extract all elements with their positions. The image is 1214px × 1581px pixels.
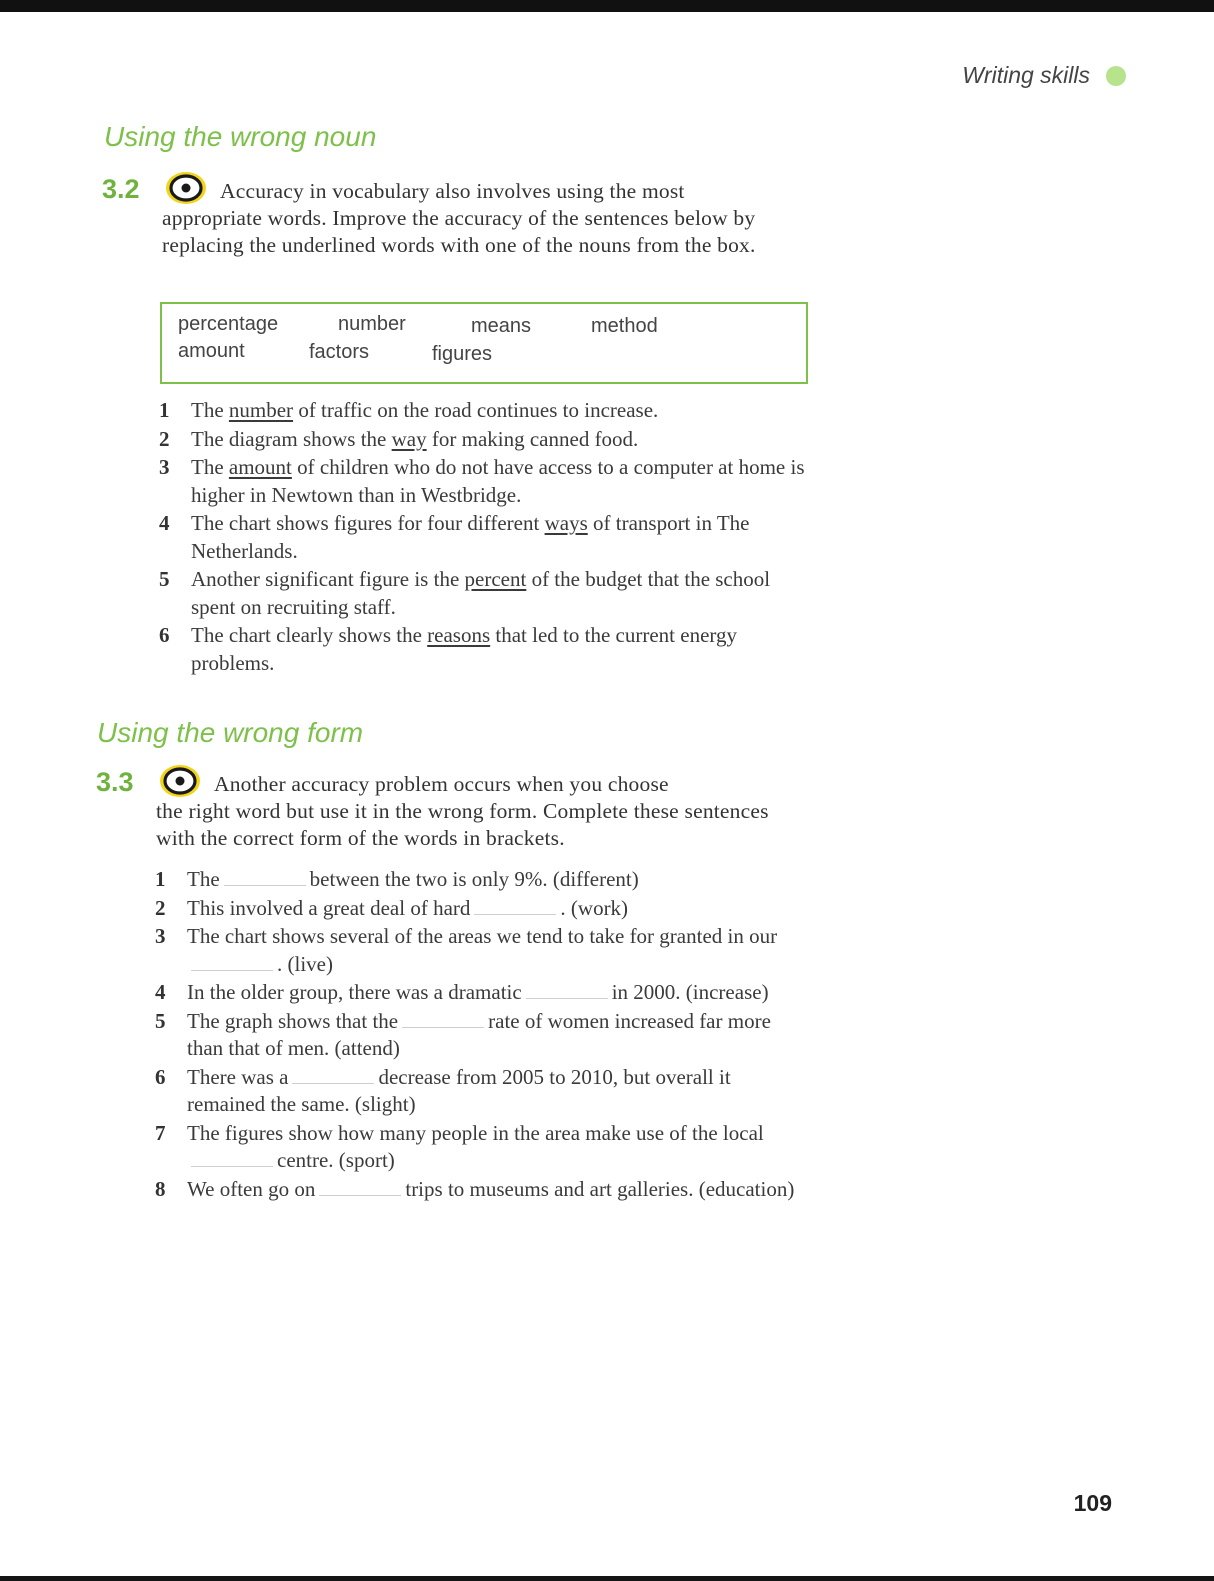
list-item [155, 923, 810, 978]
item-text: for making canned food. [426, 426, 639, 451]
word-box-item: figures [432, 343, 493, 365]
item-text: The figures show how many people in the area make use of the local [187, 1120, 764, 1145]
word-box-item: amount [178, 340, 245, 362]
section-heading-wrong-noun: Using the wrong noun [104, 121, 377, 152]
item-number: 1 [159, 398, 170, 422]
item-text: of children who do not have access to a computer at home is higher in Newtown than in Westbridge. [191, 455, 805, 507]
item-text: decrease from 2005 to 2010, but overall it remained the same. (slight) [187, 1064, 731, 1116]
list-item [159, 622, 809, 677]
item-text: Another significant figure is the [191, 567, 465, 591]
item-text: in 2000. (increase) [611, 980, 769, 1004]
item-number: 2 [159, 426, 170, 451]
instructions-first-line: Accuracy in vocabulary also involves using the most [220, 179, 685, 203]
running-head [962, 62, 1126, 89]
item-text: The diagram shows the [191, 426, 392, 451]
underlined-word: percent [464, 567, 527, 591]
list-item [159, 426, 809, 454]
item-number: 6 [155, 1064, 166, 1089]
item-text: The [191, 455, 229, 479]
underlined-word: number [228, 398, 294, 422]
top-edge-bar [0, 0, 1214, 12]
exercise-3-3 [96, 767, 806, 852]
word-box [160, 302, 808, 384]
instructions-first-line: Another accuracy problem occurs when you choose [214, 772, 669, 796]
word-box-item: factors [309, 341, 370, 363]
item-number: 8 [155, 1176, 166, 1201]
page-number: 109 [1073, 1490, 1112, 1516]
answer-blank[interactable] [474, 896, 556, 915]
instructions-rest: the right word but use it in the wrong form. Complete these sentences with the correct form of the words in brackets. [156, 799, 769, 850]
item-number: 3 [159, 455, 170, 479]
list-item [155, 895, 810, 923]
word-box-item: number [338, 313, 406, 335]
item-text: We often go on [187, 1176, 316, 1201]
item-text: The chart shows figures for four different [191, 511, 545, 535]
item-text: The graph shows that the [187, 1008, 399, 1033]
item-number: 5 [159, 567, 170, 591]
list-item [159, 454, 809, 509]
exercise-instructions [96, 771, 806, 852]
underlined-word: ways [544, 511, 588, 535]
green-dot-icon [1106, 66, 1126, 86]
item-number: 7 [155, 1120, 166, 1145]
item-text: . (live) [277, 951, 333, 976]
eye-icon [164, 170, 208, 206]
answer-blank[interactable] [191, 952, 273, 971]
underlined-word: amount [228, 455, 292, 479]
eye-icon [158, 763, 202, 799]
section-heading-wrong-form: Using the wrong form [97, 717, 364, 748]
word-box-item: percentage [178, 313, 279, 335]
item-number: 3 [155, 924, 166, 948]
item-text: In the older group, there was a dramatic [187, 980, 522, 1004]
item-number: 1 [155, 867, 166, 891]
item-number: 4 [155, 980, 166, 1004]
item-text: The [187, 867, 220, 891]
item-text: trips to museums and art galleries. (education) [405, 1176, 795, 1201]
instructions-rest: appropriate words. Improve the accuracy of the sentences below by replacing the underlined words with one of the nouns from the box. [162, 206, 756, 257]
exercise-instructions [102, 178, 812, 259]
answer-blank[interactable] [224, 867, 306, 886]
exercise-3-3-items [155, 866, 810, 1203]
word-box-item: method [591, 315, 658, 337]
item-text: centre. (sport) [277, 1148, 395, 1172]
exercise-number: 3.3 [96, 767, 134, 797]
list-item [155, 1176, 810, 1204]
item-text: of the budget that the school spent on recruiting staff. [191, 567, 771, 619]
list-item [159, 566, 809, 621]
item-number: 5 [155, 1008, 166, 1033]
list-item [159, 510, 809, 565]
item-number: 2 [155, 895, 166, 920]
running-head-text: Writing skills [962, 62, 1090, 88]
item-text: . (work) [560, 895, 629, 920]
underlined-word: reasons [427, 623, 491, 647]
answer-blank[interactable] [526, 980, 608, 999]
item-text: rate of women increased far more than that of men. (attend) [187, 1008, 771, 1060]
exercise-3-2 [102, 174, 812, 259]
list-item [155, 1008, 810, 1063]
item-number: 4 [159, 511, 170, 535]
item-number: 6 [159, 623, 170, 647]
answer-blank[interactable] [191, 1148, 273, 1167]
underlined-word: way [391, 426, 427, 451]
list-item [155, 1120, 810, 1175]
item-text: The [191, 398, 229, 422]
answer-blank[interactable] [402, 1009, 484, 1028]
list-item [155, 979, 810, 1007]
answer-blank[interactable] [292, 1065, 374, 1084]
exercise-3-2-items [159, 397, 809, 677]
list-item [159, 397, 809, 425]
item-text: that led to the current energy problems. [191, 623, 738, 675]
item-text: of traffic on the road continues to increase. [293, 398, 659, 422]
item-text: The chart clearly shows the [191, 623, 428, 647]
list-item [155, 1064, 810, 1119]
bottom-edge-line [0, 1576, 1214, 1581]
item-text: The chart shows several of the areas we tend to take for granted in our [187, 924, 778, 948]
item-text: of transport in The Netherlands. [191, 511, 750, 563]
exercise-number: 3.2 [102, 174, 140, 204]
answer-blank[interactable] [319, 1177, 401, 1196]
list-item [155, 866, 810, 894]
item-text: This involved a great deal of hard [187, 895, 471, 920]
word-box-item: means [471, 315, 532, 337]
item-text: between the two is only 9%. (different) [309, 867, 639, 891]
item-text: There was a [187, 1064, 289, 1089]
